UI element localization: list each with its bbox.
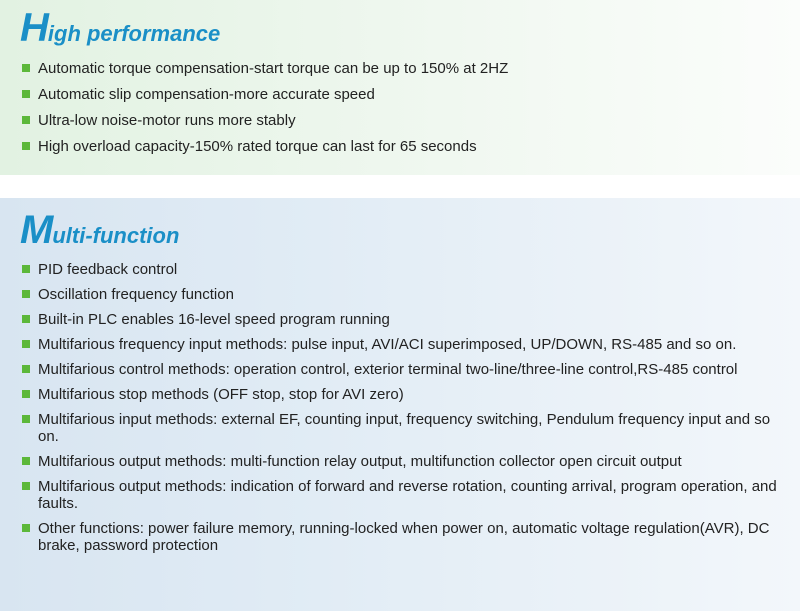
list-item	[20, 138, 780, 155]
list-item-text: Other functions: power failure memory, running-locked when power on, automatic voltage regulation(AVR), DC brake, password protection	[38, 520, 770, 554]
list-item-text: Multifarious frequency input methods: pulse input, AVI/ACI superimposed, UP/DOWN, RS-485 and so on.	[38, 336, 737, 353]
bullet-icon	[22, 340, 30, 348]
list-item-text: High overload capacity-150% rated torque can last for 65 seconds	[38, 138, 477, 155]
high-performance-section	[0, 0, 800, 175]
list-item	[20, 411, 780, 445]
list-item-text: PID feedback control	[38, 261, 178, 278]
list-item-text: Automatic torque compensation-start torque can be up to 150% at 2HZ	[38, 60, 509, 77]
multi-function-list	[20, 261, 780, 554]
list-item-text: Multifarious input methods: external EF, counting input, frequency switching, Pendulum frequency input and so on.	[38, 411, 771, 445]
list-item	[20, 453, 780, 470]
list-item-text: Multifarious control methods: operation control, exterior terminal two-line/three-line control,RS-485 control	[38, 361, 738, 378]
bullet-icon	[22, 64, 30, 72]
list-item	[20, 261, 780, 278]
list-item	[20, 478, 780, 512]
list-item-text: Ultra-low noise-motor runs more stably	[38, 112, 296, 129]
bullet-icon	[22, 457, 30, 465]
multi-function-section	[0, 198, 800, 611]
list-item-text: Multifarious stop methods (OFF stop, stop for AVI zero)	[38, 386, 404, 403]
multi-function-title-initial: M	[20, 208, 53, 252]
list-item	[20, 60, 780, 77]
high-performance-list	[20, 60, 780, 155]
list-item	[20, 336, 780, 353]
bullet-icon	[22, 482, 30, 490]
list-item	[20, 286, 780, 303]
list-item	[20, 386, 780, 403]
bullet-icon	[22, 365, 30, 373]
list-item-text: Automatic slip compensation-more accurate speed	[38, 86, 375, 103]
list-item	[20, 311, 780, 328]
list-item-text: Multifarious output methods: indication of forward and reverse rotation, counting arrival, program operation, and faults.	[38, 478, 777, 512]
bullet-icon	[22, 390, 30, 398]
high-performance-title-rest: igh performance	[47, 21, 221, 46]
bullet-icon	[22, 415, 30, 423]
high-performance-title-initial: H	[20, 6, 48, 50]
list-item-text: Multifarious output methods: multi-function relay output, multifunction collector open circuit output	[38, 453, 682, 470]
bullet-icon	[22, 142, 30, 150]
bullet-icon	[22, 90, 30, 98]
multi-function-title-rest: ulti-function	[52, 223, 180, 248]
list-item-text: Oscillation frequency function	[38, 286, 234, 303]
list-item-text: Built-in PLC enables 16-level speed program running	[38, 311, 390, 328]
bullet-icon	[22, 116, 30, 124]
bullet-icon	[22, 290, 30, 298]
bullet-icon	[22, 315, 30, 323]
multi-function-title	[20, 208, 780, 252]
list-item	[20, 520, 780, 554]
bullet-icon	[22, 265, 30, 273]
list-item	[20, 86, 780, 103]
list-item	[20, 112, 780, 129]
high-performance-title	[20, 6, 780, 50]
list-item	[20, 361, 780, 378]
bullet-icon	[22, 524, 30, 532]
